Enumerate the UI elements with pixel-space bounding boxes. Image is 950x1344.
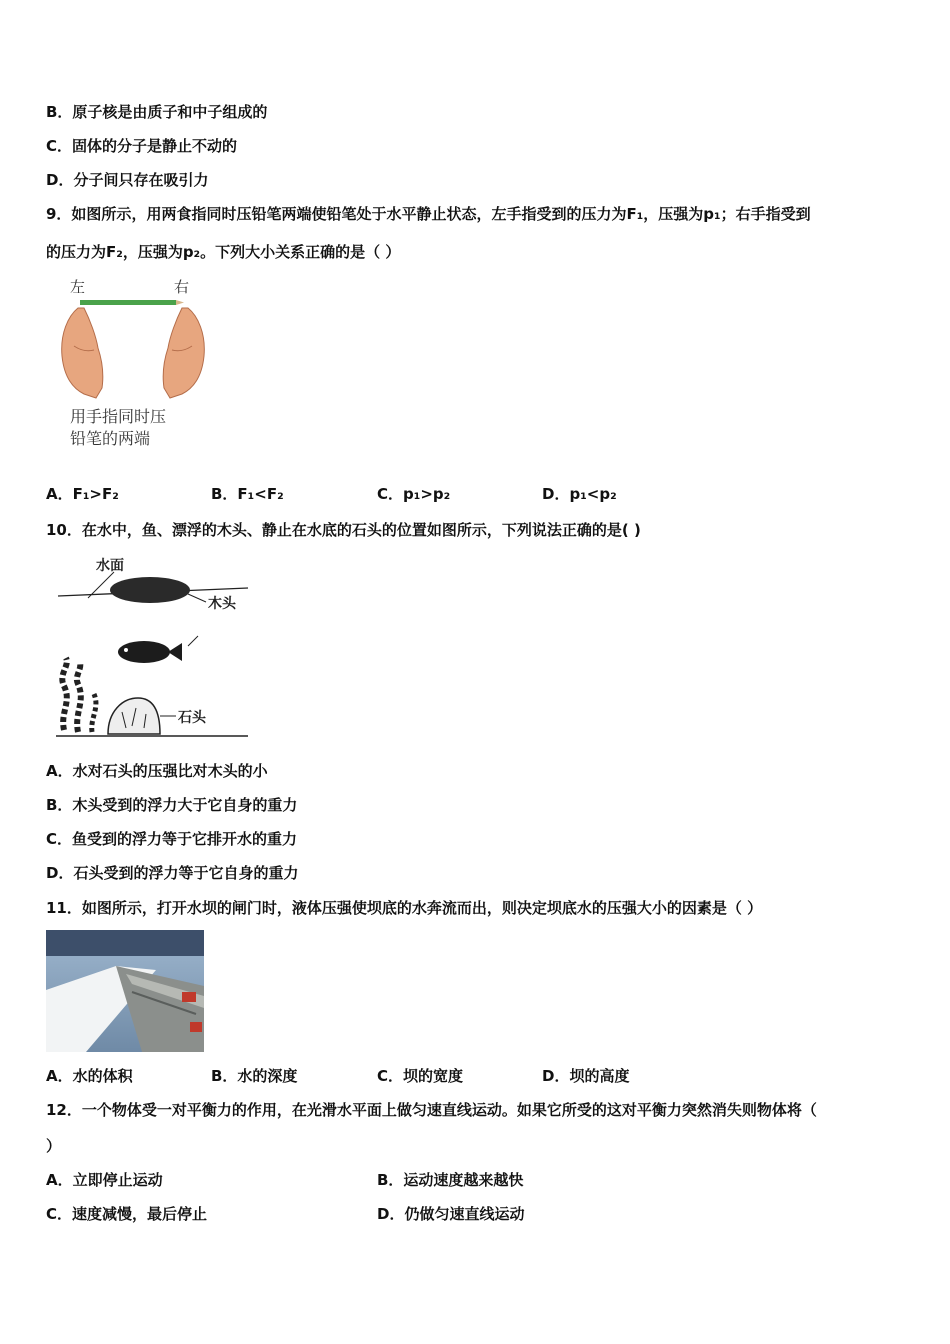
dam-photo-far-bank (46, 930, 204, 956)
q9-option-b: B．F₁<F₂ (211, 485, 284, 503)
fish-tail (168, 643, 182, 661)
q10-option-c: C．鱼受到的浮力等于它排开水的重力 (46, 830, 298, 848)
q10-water-label: 水面 (96, 558, 124, 574)
q10-water-figure (52, 552, 252, 742)
q9-pencil-figure (56, 276, 216, 456)
q12-option-d: D．仍做匀速直线运动 (377, 1205, 525, 1223)
q9-option-a: A．F₁>F₂ (46, 485, 119, 503)
q11-dam-photo (46, 930, 204, 1052)
left-hand (62, 308, 103, 398)
q8-option-c: C．固体的分子是静止不动的 (46, 137, 238, 155)
water-weed-1 (62, 658, 67, 730)
q8-option-b: B．原子核是由质子和中子组成的 (46, 103, 268, 121)
fish-wood-stone-illustration (52, 552, 252, 742)
q10-stone-label: 石头 (178, 710, 206, 726)
q9-option-c: C．p₁>p₂ (377, 485, 451, 503)
fish-body (118, 641, 170, 663)
q9-option-d: D．p₁<p₂ (542, 485, 617, 503)
dam-spillway-photo (46, 930, 204, 1052)
q10-option-a: A．水对石头的压强比对木头的小 (46, 762, 268, 780)
q11-option-b: B．水的深度 (211, 1067, 298, 1085)
q11-option-c: C．坝的宽度 (377, 1067, 464, 1085)
bubble-mark (188, 636, 198, 646)
floating-wood (110, 577, 190, 603)
q11-option-d: D．坝的高度 (542, 1067, 630, 1085)
q10-option-b: B．木头受到的浮力大于它自身的重力 (46, 796, 298, 814)
wood-label-leader (188, 594, 206, 602)
q11-stem: 11．如图所示，打开水坝的闸门时，液体压强使坝底的水奔流而出，则决定坝底水的压强大小的因素是（ ） (46, 899, 763, 917)
q12-option-b: B．运动速度越来越快 (377, 1171, 524, 1189)
q9-stem-line2: 的压力为F₂，压强为p₂。下列大小关系正确的是（ ） (46, 243, 401, 261)
q9-right-label: 右 (174, 278, 190, 296)
q11-option-a: A．水的体积 (46, 1067, 133, 1085)
water-weed-2 (77, 662, 81, 732)
q10-wood-label: 木头 (208, 596, 236, 612)
water-weed-3 (92, 694, 96, 732)
q9-caption-line1: 用手指同时压 (70, 407, 167, 426)
pencil-body (80, 300, 176, 305)
q12-option-a: A．立即停止运动 (46, 1171, 163, 1189)
dam-photo-crane-2 (190, 1022, 202, 1032)
q9-stem-line1: 9．如图所示，用两食指同时压铅笔两端使铅笔处于水平静止状态，左手指受到的压力为F₁，压强为p₁；右手指受到 (46, 205, 811, 223)
right-hand (163, 308, 204, 398)
q9-left-label: 左 (70, 278, 86, 296)
q9-caption-line2: 铅笔的两端 (70, 429, 151, 448)
q12-stem-line2: ） (46, 1137, 62, 1155)
pencil-tip (176, 300, 184, 305)
fish-eye (124, 648, 128, 652)
fingers-pressing-pencil-illustration (56, 276, 216, 456)
q12-stem-line1: 12．一个物体受一对平衡力的作用，在光滑水平面上做匀速直线运动。如果它所受的这对平衡力突然消失则物体将（ (46, 1101, 817, 1119)
q8-option-d: D．分子间只存在吸引力 (46, 171, 209, 189)
q10-option-d: D．石头受到的浮力等于它自身的重力 (46, 864, 299, 882)
q10-stem: 10．在水中，鱼、漂浮的木头、静止在水底的石头的位置如图所示，下列说法正确的是( ) (46, 521, 641, 539)
dam-photo-crane-1 (182, 992, 196, 1002)
q12-option-c: C．速度减慢，最后停止 (46, 1205, 208, 1223)
